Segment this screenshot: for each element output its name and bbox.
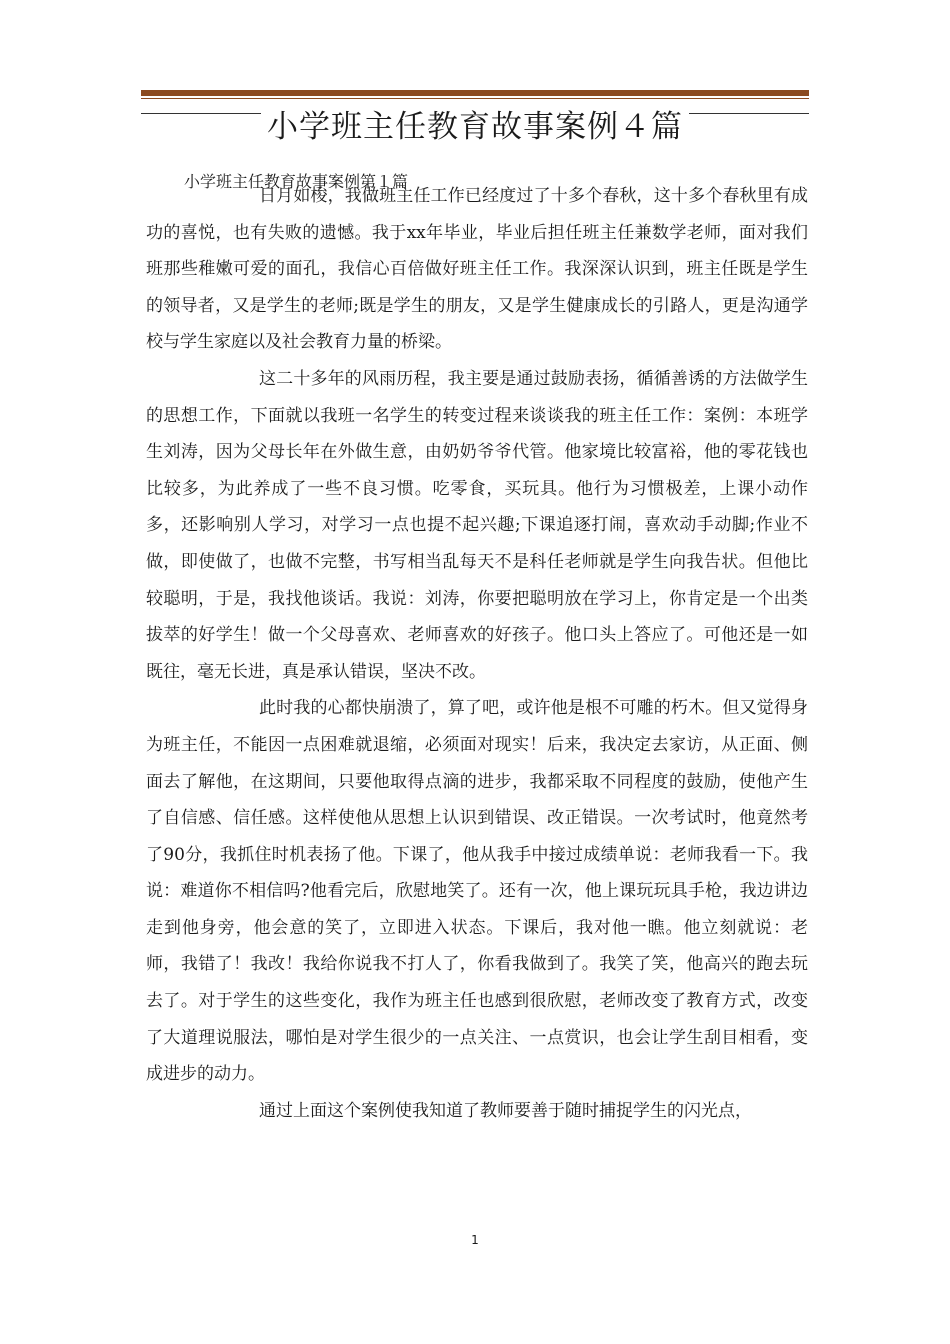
document-title-text: 小学班主任教育故事案例４篇: [261, 109, 689, 145]
paragraph-1: 日月如梭，我做班主任工作已经度过了十多个春秋，这十多个春秋里有成功的喜悦，也有失败的遗憾。我于xx年毕业，毕业后担任班主任兼数学老师，面对我们班那些稚嫩可爱的面孔，我信心百倍做好班主任工作。我深深认识到，班主任既是学生的领导者，又是学生的老师;既是学生的朋友，又是学生健康成长的引路人，更是沟通学校与学生家庭以及社会教育力量的桥梁。: [146, 186, 808, 353]
header-rule-thin: [141, 98, 809, 99]
page-number: 1: [471, 1233, 479, 1247]
document-title: [141, 102, 809, 152]
section-subtitle: 小学班主任教育故事案例第１篇: [184, 172, 409, 191]
paragraph-2: 这二十多年的风雨历程，我主要是通过鼓励表扬，循循善诱的方法做学生的思想工作，下面就以我班一名学生的转变过程来谈谈我的班主任工作：案例：本班学生刘涛，因为父母长年在外做生意，由奶奶爷爷代管。他家境比较富裕，他的零花钱也比较多，为此养成了一些不良习惯。吃零食，买玩具。他行为习惯极差，上课小动作多，还影响别人学习，对学习一点也提不起兴趣;下课追逐打闹，喜欢动手动脚;作业不做，即使做了，也做不完整，书写相当乱每天不是科任老师就是学生向我告状。但他比较聪明，于是，我找他谈话。我说：刘涛，你要把聪明放在学习上，你肯定是一个出类拔萃的好学生！做一个父母喜欢、老师喜欢的好孩子。他口头上答应了。可他还是一如既往，毫无长进，真是承认错误，坚决不改。: [146, 368, 808, 682]
header-rule-thick: [141, 90, 809, 96]
paragraph-3: 此时我的心都快崩溃了，算了吧，或许他是根不可雕的朽木。但又觉得身为班主任，不能因一点困难就退缩，必须面对现实！后来，我决定去家访，从正面、侧面去了解他，在这期间，只要他取得点滴的进步，我都采取不同程度的鼓励，使他产生了自信感、信任感。这样使他从思想上认识到错误、改正错误。一次考试时，他竟然考了90分，我抓住时机表扬了他。下课了，他从我手中接过成绩单说：老师我看一下。我说：难道你不相信吗?他看完后，欣慰地笑了。还有一次，他上课玩玩具手枪，我边讲边走到他身旁，他会意的笑了，立即进入状态。下课后，我对他一瞧。他立刻就说：老师，我错了！我改！我给你说我不打人了，你看我做到了。我笑了笑，他高兴的跑去玩去了。对于学生的这些变化，我作为班主任也感到很欣慰，老师改变了教育方式，改变了大道理说服法，哪怕是对学生很少的一点关注、一点赏识，也会让学生刮目相看，变成进步的动力。: [146, 698, 808, 1085]
paragraph-4: 通过上面这个案例使我知道了教师要善于随时捕捉学生的闪光点，: [259, 1100, 752, 1121]
document-body: [146, 178, 808, 1129]
